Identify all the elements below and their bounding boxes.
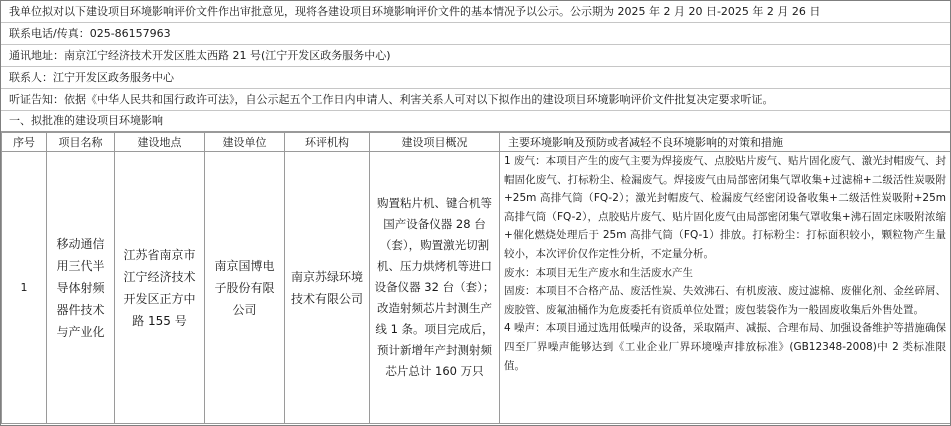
contact-address: 通讯地址：南京江宁经济技术开发区胜太西路 21 号(江宁开发区政务服务中心) [1,45,950,67]
publication-notice: 我单位拟对以下建设项目环境影响评价文件作出审批意见，现将各建设项目环境影响评价文件的基本情况予以公示。公示期为 2025 年 2 月 20 日-2025 年 2 月 26 日 [1,1,950,23]
project-table [1,132,951,424]
header-location: 建设地点 [115,133,205,152]
measure-wastewater: 废水：本项目无生产废水和生活废水产生 [504,266,693,279]
eia-agency: 南京苏绿环境技术有限公司 [285,152,370,424]
header-measures: 主要环境影响及预防或者减轻不良环境影响的对策和措施 [500,133,951,152]
measure-exhaust-gas: 1 废气：本项目产生的废气主要为焊接废气、点胶贴片废气、贴片固化废气、激光封帽废气、封帽固化废气、打标粉尘、检漏废气。焊接废气由局部密闭集气罩收集+过滤棉+二级活性炭吸附+25m 高排气筒（FQ-2）；激光封帽废气、检漏废气经密闭设备收集+二级活性炭吸附+25m 高排气筒（FQ-2），点胶贴片废气、贴片固化废气由局部密闭集气罩收集+沸石固定床吸附浓缩+催化燃烧处理后于 25m 高排气筒（FQ-1）排放。打标粉尘：打标面积较小，颗粒物产生量较小，本次评价仅作定性分析，不定量分析。 [504,155,946,260]
section-title: 一、拟批准的建设项目环境影响 [1,111,950,132]
header-agency: 环评机构 [285,133,370,152]
table-header-row [2,133,951,152]
mitigation-measures [500,152,951,424]
header-name: 项目名称 [47,133,115,152]
measure-solid-waste: 固废：本项目不合格产品、废活性炭、失效沸石、有机废液、废过滤棉、废催化剂、金丝碎屑、废胶管、废氟油桶作为危废委托有资质单位处置；废包装袋作为一般固废收集后外售处置。 [504,285,946,316]
table-row [2,152,951,424]
contact-phone: 联系电话/传真：025-86157963 [1,23,950,45]
hearing-notice: 听证告知：依据《中华人民共和国行政许可法》，自公示起五个工作日内申请人、利害关系人可对以下拟作出的建设项目环境影响评价文件批复决定要求听证。 [1,89,950,111]
row-no: 1 [2,152,47,424]
header-no: 序号 [2,133,47,152]
project-location: 江苏省南京市江宁经济技术开发区正方中路 155 号 [115,152,205,424]
header-overview: 建设项目概况 [370,133,500,152]
project-overview: 购置粘片机、键合机等国产设备仪器 28 台（套），购置激光切割机、压力烘烤机等进口设备仪器 32 台（套）；改造射频芯片封测生产线 1 条。项目完成后，预计新增年产封测射频芯片总计 160 万只 [370,152,500,424]
header-unit: 建设单位 [205,133,285,152]
project-name: 移动通信用三代半导体射频器件技术与产业化 [47,152,115,424]
construction-unit: 南京国博电子股份有限公司 [205,152,285,424]
contact-person: 联系人：江宁开发区政务服务中心 [1,67,950,89]
notice-header [1,1,950,111]
measure-noise: 4 噪声：本项目通过选用低噪声的设备，采取隔声、减振、合理布局、加强设备维护等措施确保四至厂界噪声能够达到《工业企业厂界环境噪声排放标准》(GB12348-2008)中 2 类标准限值。 [504,322,946,372]
